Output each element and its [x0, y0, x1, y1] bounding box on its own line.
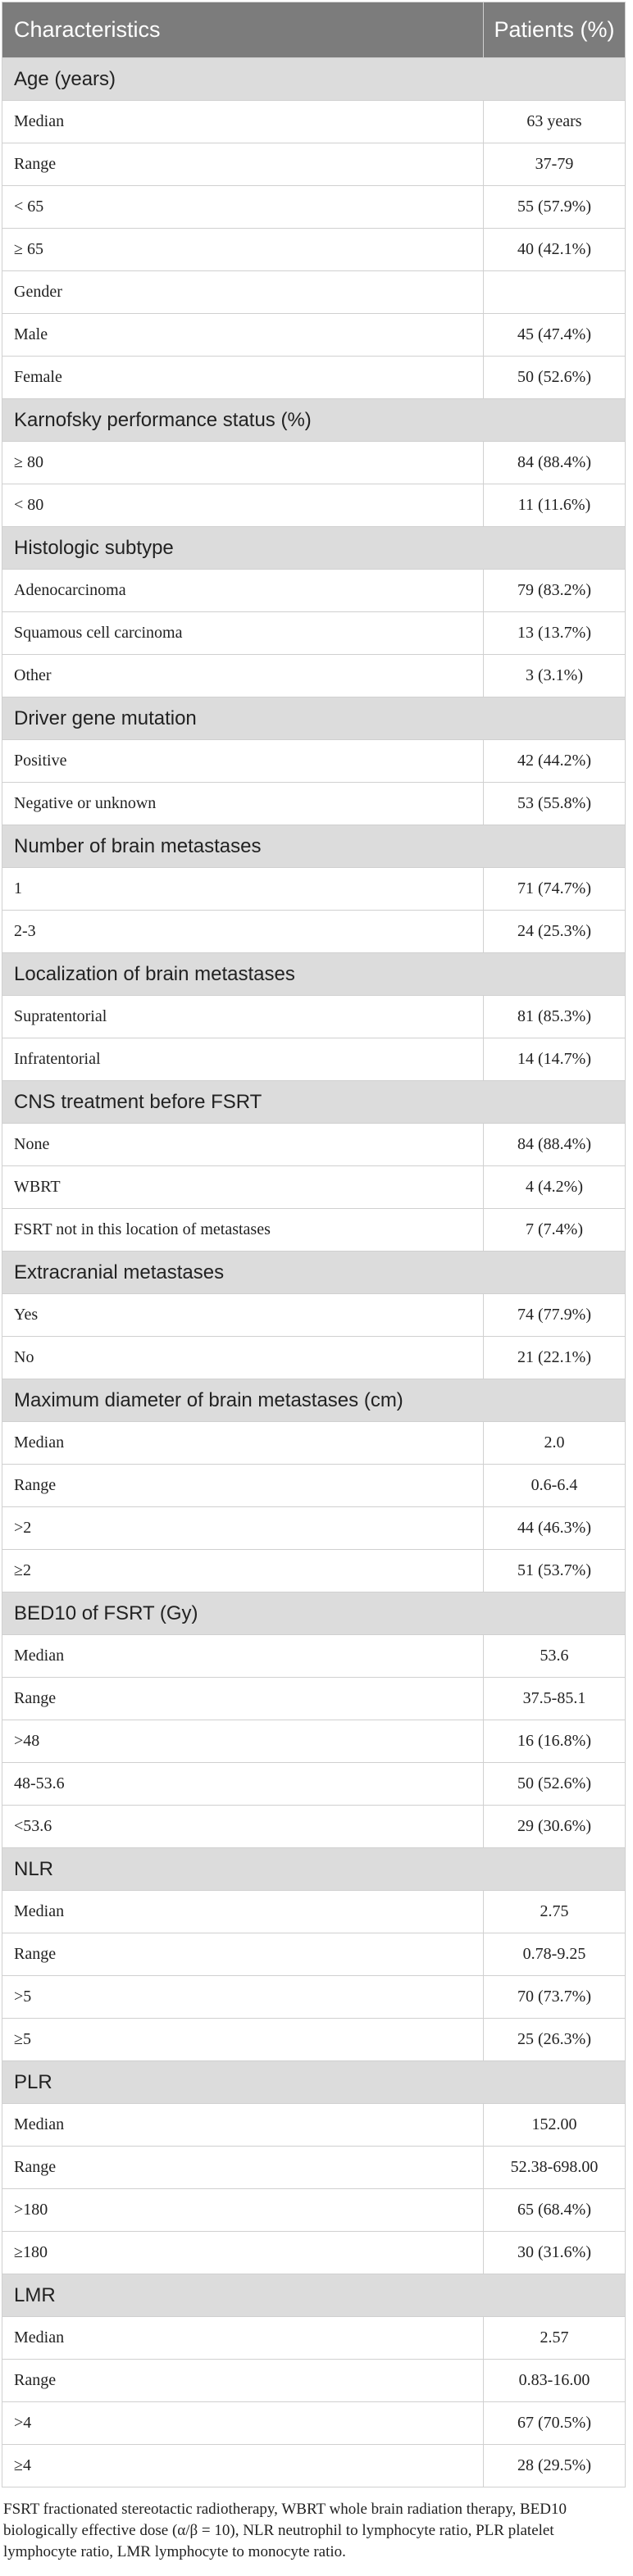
section-row — [2, 2274, 626, 2317]
characteristic-cell: Female — [2, 357, 484, 399]
patients-cell: 13 (13.7%) — [484, 612, 626, 655]
section-label: LMR — [2, 2274, 626, 2317]
table-row — [2, 1678, 626, 1720]
section-label: Number of brain metastases — [2, 825, 626, 868]
table-row — [2, 143, 626, 186]
characteristic-cell: < 65 — [2, 186, 484, 229]
table-row — [2, 2104, 626, 2147]
patients-cell: 30 (31.6%) — [484, 2232, 626, 2274]
characteristic-cell: WBRT — [2, 1166, 484, 1209]
table-row — [2, 2402, 626, 2445]
section-label: Extracranial metastases — [2, 1252, 626, 1294]
patients-cell: 84 (88.4%) — [484, 1124, 626, 1166]
patients-cell: 16 (16.8%) — [484, 1720, 626, 1763]
patients-cell: 44 (46.3%) — [484, 1507, 626, 1550]
characteristic-cell: ≥180 — [2, 2232, 484, 2274]
section-row — [2, 527, 626, 570]
section-label: Maximum diameter of brain metastases (cm) — [2, 1379, 626, 1422]
table-row — [2, 612, 626, 655]
patients-cell: 50 (52.6%) — [484, 1763, 626, 1806]
patients-cell: 53 (55.8%) — [484, 783, 626, 825]
patients-cell: 55 (57.9%) — [484, 186, 626, 229]
table-row — [2, 996, 626, 1038]
patients-cell: 50 (52.6%) — [484, 357, 626, 399]
characteristic-cell: FSRT not in this location of metastases — [2, 1209, 484, 1252]
patients-cell: 51 (53.7%) — [484, 1550, 626, 1592]
table-row — [2, 655, 626, 697]
section-label: CNS treatment before FSRT — [2, 1081, 626, 1124]
table-row — [2, 2147, 626, 2189]
patients-cell: 79 (83.2%) — [484, 570, 626, 612]
table-row — [2, 570, 626, 612]
table-row — [2, 442, 626, 484]
table-row — [2, 740, 626, 783]
patients-cell: 14 (14.7%) — [484, 1038, 626, 1081]
patients-cell: 45 (47.4%) — [484, 314, 626, 357]
patients-cell: 152.00 — [484, 2104, 626, 2147]
characteristic-cell: Range — [2, 1933, 484, 1976]
section-row — [2, 1848, 626, 1891]
characteristic-cell: Yes — [2, 1294, 484, 1337]
table-row — [2, 1166, 626, 1209]
table-row — [2, 1337, 626, 1379]
section-row — [2, 399, 626, 442]
table-row — [2, 1933, 626, 1976]
characteristic-cell: Negative or unknown — [2, 783, 484, 825]
characteristic-cell: Supratentorial — [2, 996, 484, 1038]
table-row — [2, 1891, 626, 1933]
table-row — [2, 1635, 626, 1678]
characteristics-table — [2, 2, 626, 2487]
characteristic-cell: Positive — [2, 740, 484, 783]
characteristic-cell: Median — [2, 2317, 484, 2360]
characteristic-cell: >48 — [2, 1720, 484, 1763]
table-row — [2, 1209, 626, 1252]
section-label: Age (years) — [2, 58, 626, 101]
section-label: BED10 of FSRT (Gy) — [2, 1592, 626, 1635]
characteristic-cell: >4 — [2, 2402, 484, 2445]
table-row — [2, 2317, 626, 2360]
patients-cell: 0.83-16.00 — [484, 2360, 626, 2402]
table-row — [2, 2019, 626, 2061]
table-row — [2, 1806, 626, 1848]
characteristic-cell: Range — [2, 1678, 484, 1720]
patients-cell: 84 (88.4%) — [484, 442, 626, 484]
section-row — [2, 2061, 626, 2104]
table-row — [2, 101, 626, 143]
table-row — [2, 1763, 626, 1806]
characteristic-cell: Range — [2, 2360, 484, 2402]
table-row — [2, 1465, 626, 1507]
table-body — [2, 58, 626, 2487]
table-row — [2, 314, 626, 357]
patients-cell: 65 (68.4%) — [484, 2189, 626, 2232]
table-row — [2, 783, 626, 825]
patients-cell: 74 (77.9%) — [484, 1294, 626, 1337]
header-patients: Patients (%) — [484, 2, 626, 58]
characteristic-cell: ≥ 65 — [2, 229, 484, 271]
table-row — [2, 2232, 626, 2274]
section-row — [2, 58, 626, 101]
table-row — [2, 484, 626, 527]
section-label: NLR — [2, 1848, 626, 1891]
table-row — [2, 1422, 626, 1465]
characteristic-cell: Male — [2, 314, 484, 357]
characteristic-cell: Median — [2, 1635, 484, 1678]
patients-cell: 37.5-85.1 — [484, 1678, 626, 1720]
characteristic-cell: 48-53.6 — [2, 1763, 484, 1806]
characteristic-cell: <53.6 — [2, 1806, 484, 1848]
patients-cell: 11 (11.6%) — [484, 484, 626, 527]
patients-cell: 37-79 — [484, 143, 626, 186]
section-row — [2, 953, 626, 996]
patients-cell: 42 (44.2%) — [484, 740, 626, 783]
characteristic-cell: >5 — [2, 1976, 484, 2019]
section-row — [2, 825, 626, 868]
characteristic-cell: Gender — [2, 271, 484, 314]
patients-cell: 2.75 — [484, 1891, 626, 1933]
patients-cell: 3 (3.1%) — [484, 655, 626, 697]
characteristic-cell: None — [2, 1124, 484, 1166]
table-row — [2, 229, 626, 271]
section-label: Karnofsky performance status (%) — [2, 399, 626, 442]
section-row — [2, 1592, 626, 1635]
patients-cell: 28 (29.5%) — [484, 2445, 626, 2487]
table-row — [2, 1507, 626, 1550]
characteristic-cell: ≥2 — [2, 1550, 484, 1592]
patients-cell: 29 (30.6%) — [484, 1806, 626, 1848]
section-row — [2, 1081, 626, 1124]
patients-cell: 0.78-9.25 — [484, 1933, 626, 1976]
characteristic-cell: >180 — [2, 2189, 484, 2232]
patients-cell: 71 (74.7%) — [484, 868, 626, 911]
patients-cell: 53.6 — [484, 1635, 626, 1678]
patients-cell: 4 (4.2%) — [484, 1166, 626, 1209]
section-row — [2, 697, 626, 740]
patients-cell: 81 (85.3%) — [484, 996, 626, 1038]
characteristic-cell: ≥4 — [2, 2445, 484, 2487]
patients-cell: 40 (42.1%) — [484, 229, 626, 271]
table-row — [2, 186, 626, 229]
section-label: Histologic subtype — [2, 527, 626, 570]
section-label: Driver gene mutation — [2, 697, 626, 740]
characteristic-cell: 2-3 — [2, 911, 484, 953]
header-row — [2, 2, 626, 58]
section-row — [2, 1379, 626, 1422]
patients-cell: 25 (26.3%) — [484, 2019, 626, 2061]
characteristic-cell: 1 — [2, 868, 484, 911]
patients-cell: 2.0 — [484, 1422, 626, 1465]
table-row — [2, 1124, 626, 1166]
table-row — [2, 271, 626, 314]
characteristic-cell: Range — [2, 2147, 484, 2189]
characteristic-cell: >2 — [2, 1507, 484, 1550]
characteristic-cell: Median — [2, 1891, 484, 1933]
characteristic-cell: No — [2, 1337, 484, 1379]
table-row — [2, 2360, 626, 2402]
characteristic-cell: ≥ 80 — [2, 442, 484, 484]
table-row — [2, 1294, 626, 1337]
patients-cell: 0.6-6.4 — [484, 1465, 626, 1507]
header-characteristics: Characteristics — [2, 2, 484, 58]
patients-cell: 52.38-698.00 — [484, 2147, 626, 2189]
patients-cell: 7 (7.4%) — [484, 1209, 626, 1252]
characteristic-cell: Squamous cell carcinoma — [2, 612, 484, 655]
section-label: Localization of brain metastases — [2, 953, 626, 996]
table-row — [2, 1550, 626, 1592]
table-row — [2, 1720, 626, 1763]
characteristic-cell: < 80 — [2, 484, 484, 527]
patients-cell: 24 (25.3%) — [484, 911, 626, 953]
patients-cell: 21 (22.1%) — [484, 1337, 626, 1379]
table-row — [2, 2189, 626, 2232]
table-row — [2, 1038, 626, 1081]
characteristic-cell: Range — [2, 1465, 484, 1507]
characteristic-cell: Other — [2, 655, 484, 697]
patients-cell: 70 (73.7%) — [484, 1976, 626, 2019]
section-label: PLR — [2, 2061, 626, 2104]
characteristic-cell: Median — [2, 101, 484, 143]
table-row — [2, 911, 626, 953]
patients-cell: 67 (70.5%) — [484, 2402, 626, 2445]
table-row — [2, 1976, 626, 2019]
patients-cell: 2.57 — [484, 2317, 626, 2360]
characteristic-cell: ≥5 — [2, 2019, 484, 2061]
table-header — [2, 2, 626, 58]
characteristic-cell: Infratentorial — [2, 1038, 484, 1081]
section-row — [2, 1252, 626, 1294]
characteristic-cell: Median — [2, 1422, 484, 1465]
table-row — [2, 357, 626, 399]
characteristic-cell: Median — [2, 2104, 484, 2147]
characteristic-cell: Adenocarcinoma — [2, 570, 484, 612]
table-footnote: FSRT fractionated stereotactic radiotherapy, WBRT whole brain radiation therapy, BED10 biologically effective dose (α/β = 10), NLR neutrophil to lymphocyte ratio, PLR platelet lymphocyte ratio, LMR lymphocyte to monocyte ratio. — [3, 2501, 567, 2560]
characteristic-cell: Range — [2, 143, 484, 186]
patients-cell — [484, 271, 626, 314]
patients-cell: 63 years — [484, 101, 626, 143]
table-row — [2, 2445, 626, 2487]
table-row — [2, 868, 626, 911]
